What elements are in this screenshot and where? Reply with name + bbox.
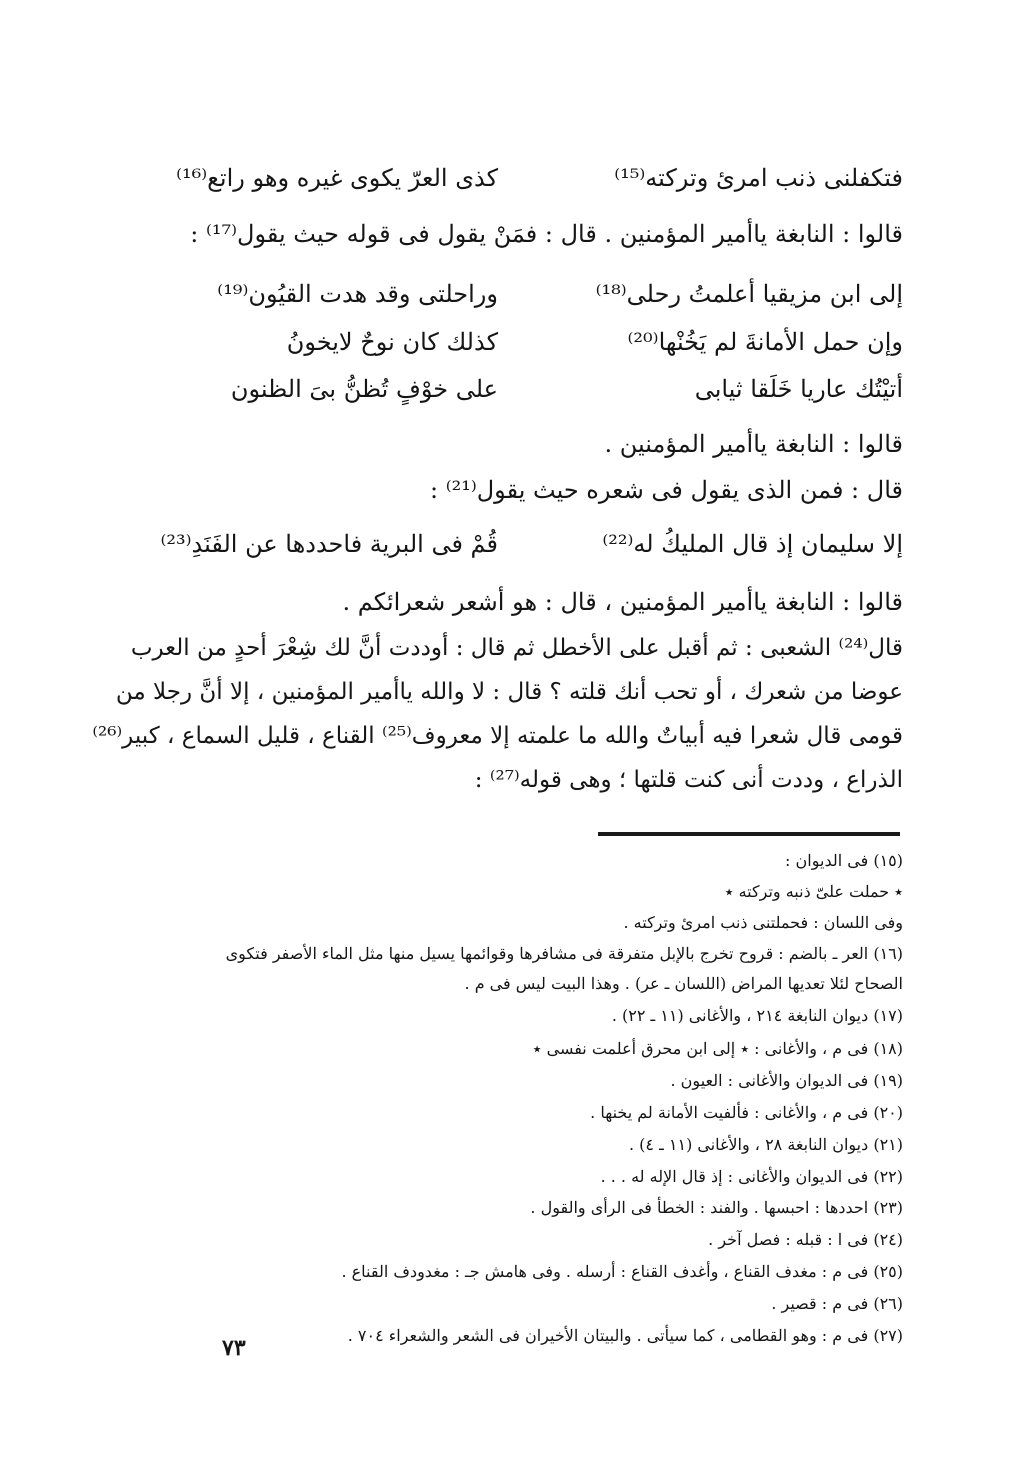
prose-line: قالوا : النابغة ياأمير المؤمنين . — [604, 430, 903, 458]
paragraph-line: الذراع ، وددت أنى كنت قلتها ؛ وهى قوله⁽²⁷⁾ : — [474, 767, 903, 793]
footnote: (٢٢) فى الديوان والأغانى : إذ قال الإله له . . . — [600, 1167, 903, 1186]
footnote: (١٧) ديوان النابغة ٢١٤ ، والأغانى (١١ ـ ٢٢) . — [611, 1006, 903, 1025]
prose-paragraph — [92, 626, 903, 802]
footnote: (٢٤) فى ا : قبله : فصل آخر . — [708, 1230, 903, 1249]
verse-second-hemistich: قُمْ فى البرية فاحددها عن الفَنَدِ⁽²³⁾ — [160, 530, 498, 558]
footnote: ٭ حملت علىّ ذنبه وتركته ٭ — [724, 882, 903, 901]
footnote: (٢٧) فى م : وهو القطامى ، كما سيأتى . والبيتان الأخيران فى الشعر والشعراء ٧٠٤ . — [347, 1326, 903, 1345]
verse-first-hemistich: فتكفلنى ذنب امرئ وتركته⁽¹⁵⁾ — [614, 164, 903, 192]
footnote: الصحاح لئلا تعديها المراض (اللسان ـ عر) . وهذا البيت ليس فى م . — [464, 974, 903, 993]
verse-first-hemistich: وإن حمل الأمانةَ لم يَخُنْها⁽²⁰⁾ — [627, 328, 903, 356]
verse-line — [123, 367, 903, 411]
paragraph-line: قال⁽²⁴⁾ الشعبى : ثم أقبل على الأخطل ثم قال : أوددت أنَّ لك شِعْرَ أحدٍ من العرب — [130, 635, 903, 661]
footnote-separator — [598, 832, 900, 836]
footnote: وفى اللسان : فحملتنى ذنب امرئ وتركته . — [623, 913, 903, 932]
prose-line: قالوا : النابغة ياأمير المؤمنين . قال : فمَنْ يقول فى قوله حيث يقول⁽¹⁷⁾ : — [190, 220, 903, 248]
footnote: (٢٣) احددها : احبسها . والفند : الخطأ فى الرأى والقول . — [530, 1198, 903, 1217]
footnote: (١٦) العر ـ بالضم : قروح تخرج بالإبل متفرقة فى مشافرها وقوائمها يسيل منها مثل الماء الأصفر فتكوى — [225, 944, 903, 963]
prose-line: قال : فمن الذى يقول فى شعره حيث يقول⁽²¹⁾ : — [429, 476, 903, 504]
verse-first-hemistich: إلى ابن مزيقيا أعلمتُ رحلى⁽¹⁸⁾ — [595, 280, 903, 308]
paragraph-line: قومى قال شعرا فيه أبياتٌ والله ما علمته إلا معروف⁽²⁵⁾ القناع ، قليل السماع ، كبير⁽²⁶⁾ — [92, 723, 903, 749]
verse-line — [123, 320, 903, 364]
footnote: (١٩) فى الديوان والأغانى : العيون . — [670, 1071, 903, 1090]
verse-first-hemistich: أتيْتُك عاريا خَلَقا ثيابى — [694, 375, 903, 403]
footnote: (٢٦) فى م : قصير . — [771, 1294, 903, 1313]
paragraph-line: عوضا من شعرك ، أو تحب أنك قلته ؟ قال : لا والله ياأمير المؤمنين ، إلا أنَّ رجلا من — [115, 679, 903, 705]
verse-line — [123, 522, 903, 566]
verse-second-hemistich: كذى العرّ يكوى غيره وهو راتع⁽¹⁶⁾ — [176, 164, 498, 192]
verse-line — [123, 156, 903, 200]
verse-second-hemistich: كذلك كان نوحٌ لايخونُ — [286, 328, 498, 356]
footnote: (١٨) فى م ، والأغانى : ٭ إلى ابن محرق أعلمت نفسى ٭ — [532, 1039, 903, 1058]
footnote: (٢٥) فى م : مغدف القناع ، وأغدف القناع : أرسله . وفى هامش جـ : مغدودف القناع . — [341, 1262, 903, 1281]
footnote: (٢١) ديوان النابغة ٢٨ ، والأغانى (١١ ـ ٤) . — [629, 1135, 903, 1154]
verse-second-hemistich: على خوْفٍ تُظنُّ بىَ الظنون — [230, 375, 498, 403]
footnote: (٢٠) فى م ، والأغانى : فألفيت الأمانة لم يخنها . — [590, 1103, 903, 1122]
prose-line: قالوا : النابغة ياأمير المؤمنين ، قال : هو أشعر شعرائكم . — [342, 588, 903, 616]
verse-second-hemistich: وراحلتى وقد هدت القيُون⁽¹⁹⁾ — [217, 280, 498, 308]
verse-line — [123, 272, 903, 316]
page-number: ٧٣ — [222, 1335, 246, 1361]
footnote: (١٥) فى الديوان : — [785, 851, 903, 870]
verse-first-hemistich: إلا سليمان إذ قال المليكُ له⁽²²⁾ — [602, 530, 903, 558]
